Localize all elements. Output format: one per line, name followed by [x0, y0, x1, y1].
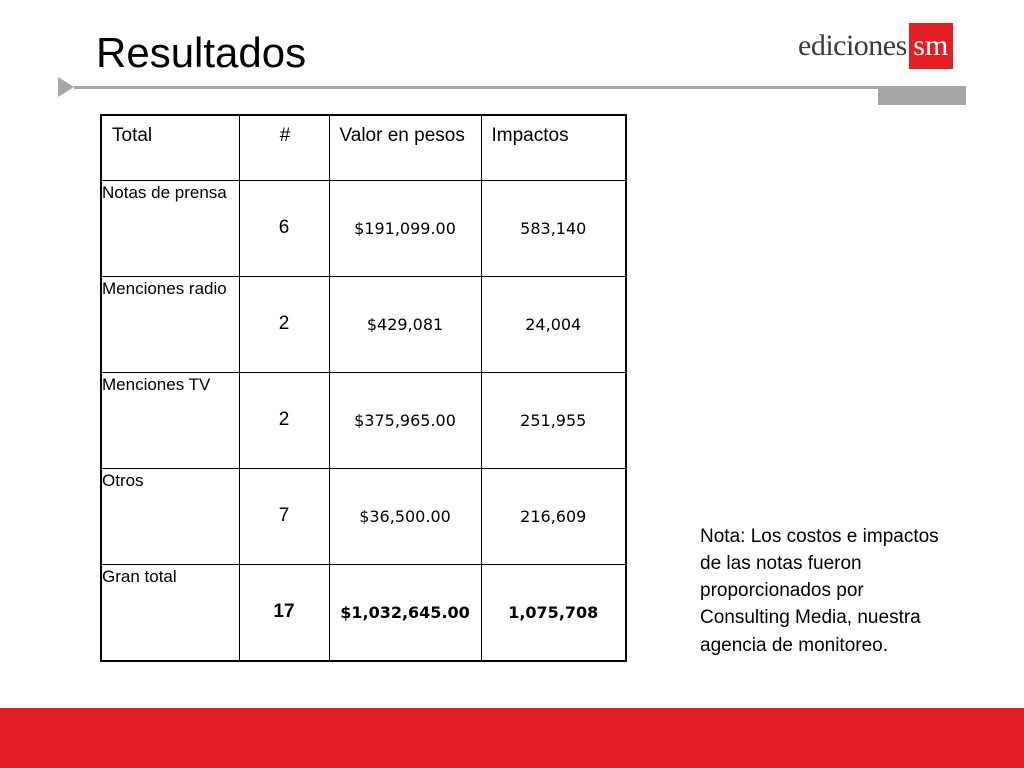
table-row: [101, 276, 626, 372]
row-label: Menciones TV: [101, 372, 239, 468]
header-impacts: Impactos: [481, 115, 626, 180]
header-value: Valor en pesos: [329, 115, 481, 180]
row-label: Notas de prensa: [101, 180, 239, 276]
header-rule-arrow: [58, 77, 74, 97]
row-value: $191,099.00: [329, 180, 481, 276]
row-impacts: 1,075,708: [481, 564, 626, 661]
row-impacts: 216,609: [481, 468, 626, 564]
row-count: 17: [239, 564, 329, 661]
header-count: #: [239, 115, 329, 180]
logo-wordmark: ediciones: [798, 29, 907, 62]
row-value: $375,965.00: [329, 372, 481, 468]
row-value: $1,032,645.00: [329, 564, 481, 661]
row-count: 7: [239, 468, 329, 564]
row-label: Gran total: [101, 564, 239, 661]
ediciones-sm-logo: [798, 22, 953, 70]
row-label: Menciones radio: [101, 276, 239, 372]
row-count: 6: [239, 180, 329, 276]
header-rule-line: [74, 86, 878, 89]
table-header-row: [101, 115, 626, 180]
slide-title: Resultados: [96, 29, 307, 76]
row-count: 2: [239, 372, 329, 468]
row-label: Otros: [101, 468, 239, 564]
row-impacts: 24,004: [481, 276, 626, 372]
row-value: $429,081: [329, 276, 481, 372]
footer-red-band: [0, 708, 1024, 768]
row-value: $36,500.00: [329, 468, 481, 564]
table-row: [101, 180, 626, 276]
results-table: [100, 114, 627, 662]
header-total: Total: [101, 115, 239, 180]
table-row-total: [101, 564, 626, 661]
row-impacts: 251,955: [481, 372, 626, 468]
header-rule-block: [878, 86, 966, 105]
row-impacts: 583,140: [481, 180, 626, 276]
logo-sm-box: sm: [909, 23, 953, 69]
footnote: Nota: Los costos e impactos de las notas fueron proporcionados por Consulting Media, nuestra agencia de monitoreo.: [700, 526, 939, 656]
row-count: 2: [239, 276, 329, 372]
table-row: [101, 468, 626, 564]
table-row: [101, 372, 626, 468]
